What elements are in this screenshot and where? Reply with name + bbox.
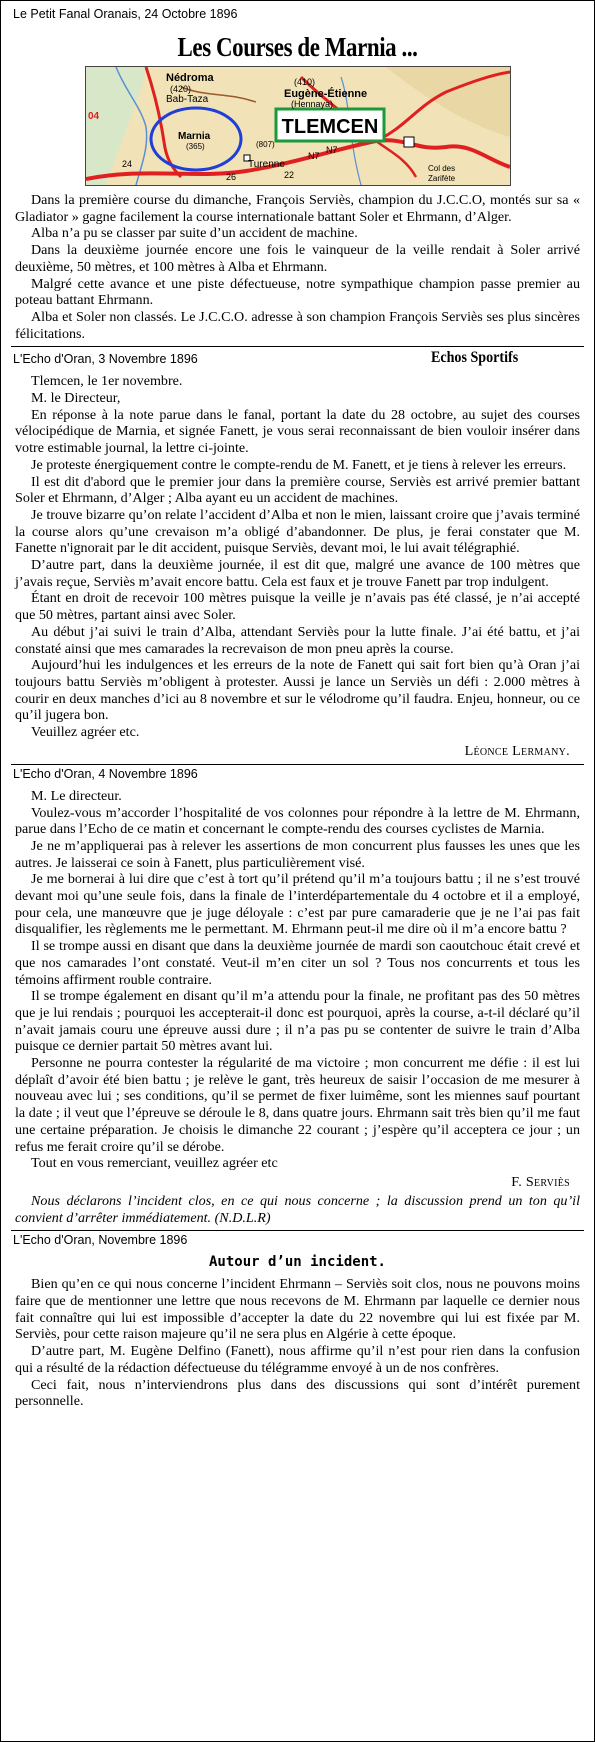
map-label-hennaya: (Hennaya) xyxy=(290,99,333,109)
article-header xyxy=(11,349,584,367)
map-label-410: (410) xyxy=(293,77,315,87)
paragraph: Alba et Soler non classés. Le J.C.C.O. adresse à son champion François Serviès ses plus sincères félicitations. xyxy=(15,308,580,342)
article-body xyxy=(15,1276,580,1410)
map-label-col-des: Col des xyxy=(427,164,455,173)
paragraph: Aujourd’hui les indulgences et les erreurs de la note de Fanett qui sait fort bien qu’à Oran j’ai toujours battu Serviès m’obligent à protester. Aussi je lance un Serviès un défi : 2.000 mètres à courir en deux manches d’ici au 8 novembre et sur le vélodrome qu’il faudra. Enjeu, honneur, ou ce qu’il jugera bon. xyxy=(15,657,580,724)
paragraph: Il est dit d'abord que le premier jour dans la première course, Serviès est arrivé premier battant Soler et Ehrmann, d’Alger ; Alba ayant eu un accident de machines. xyxy=(15,473,580,507)
article-echo-3-nov xyxy=(11,349,584,759)
article-body xyxy=(15,788,580,1172)
editor-note: Nous déclarons l’incident clos, en ce qui nous concerne ; la discussion prend un ton qu’il convient d’arrêter immédiatement. (N.D.L.R) xyxy=(15,1192,580,1226)
paragraph: Je me bornerai à lui dire que c’est à tort qu’il prétend qu’il m’a toujours battu ; il ne s’est trouvé devant moi qu’une seule fois, dans la finale de l’interdépartementale du 4 octobre et il a employé, pour cela, une manœuvre que je juge déloyale : c’est par pure camaraderie que je ne l’ai pas fait disqualifier, les règlements me le permettant. M. Ehrmann peut-il me dire où il m’a encore battu ? xyxy=(15,871,580,938)
paragraph: Voulez-vous m’accorder l’hospitalité de vos colonnes pour répondre à la lettre de M. Ehrmann, parue dans l’Echo de ce matin et concernant le compte-rendu des courses cyclistes de Marnia. xyxy=(15,804,580,838)
paragraph: Dans la deuxième journée encore une fois le vainqueur de la veille rendait à Soler arrivé deuxième, 50 mètres, et 100 mètres à Alba et Ehrmann. xyxy=(15,242,580,275)
paragraph: Dans la première course du dimanche, François Serviès, champion du J.C.C.O, montés sur sa « Gladiator » gagne facilement la course internationale battant Soler et Ehrmann, d’Alger. xyxy=(15,192,580,225)
signature: Léonce Lermany. xyxy=(464,742,570,759)
paragraph: Tout en vous remerciant, veuillez agréer etc xyxy=(31,1155,278,1172)
section-kicker: Echos Sportifs xyxy=(430,349,519,367)
paragraph: D’autre part, dans la deuxième journée, il est dit que, malgré une avance de 100 mètres que j’avais reçue, Serviès m’avait encore battu. Cela est faux et je trouve Fanett par trop indulgent. xyxy=(15,557,580,590)
article-echo-nov xyxy=(11,1233,584,1410)
map-label-04: 04 xyxy=(87,111,99,122)
paragraph: En réponse à la note parue dans le fanal, portant la date du 28 octobre, au sujet des courses vélocipédique de Marnia, et signée Fanett, je vous serai reconnaissant de bien vouloir insérer dans votre estimable journal, la lettre ci-jointe. xyxy=(15,406,580,457)
headline: Les Courses de Marnia ... xyxy=(177,32,418,62)
source-line: L'Echo d'Oran, 3 Novembre 1896 xyxy=(13,352,198,367)
paragraph: Je proteste énergiquement contre le compte-rendu de M. Fanett, et je tiens à relever les erreurs. xyxy=(31,456,567,473)
map-label-tlemcen: TLEMCEN xyxy=(281,116,378,138)
paragraph: Bien qu’en ce qui nous concerne l’incident Ehrmann – Serviès soit clos, nous ne pouvons moins faire que de mentionner une lettre que nous recevons de M. Ehrmann par laquelle ce dernier nous fait connaître qui lui est impossible d’accepter la date du 22 novembre qui lui est fixée par M. Serviès, pour cette raison majeure qu’il ne sera plus en Algérie à cette époque. xyxy=(15,1276,580,1343)
paragraph: M. le Directeur, xyxy=(31,390,121,407)
map-label-807: (807) xyxy=(255,140,275,149)
paragraph: Je trouve bizarre qu’on relate l’accident d’Alba et non le mien, laissant croire que j’avais terminé la course alors qu’une crevaison m’a obligé d’abandonner. De plus, je ferai constater que M. Fanette n'ignorait par le dit accident, puisque Serviès, devant moi, le lui avait télégraphié. xyxy=(15,506,580,557)
map-town-marker xyxy=(404,137,414,147)
paragraph: D’autre part, M. Eugène Delfino (Fanett), nous affirme qu’il n’est pour rien dans la confusion qui a résulté de la rédaction défectueuse du télégramme envoyé à un de nos confrères. xyxy=(15,1343,580,1376)
region-map xyxy=(85,66,511,186)
paragraph: Il se trompe aussi en disant que dans la deuxième journée de mardi son caoutchouc était crevé et que nos camarades l’ont constaté. Veut-il m’en citer un sol ? Tous nos concurrents et tous les témoins affirment rouble contraire. xyxy=(15,938,580,988)
paragraph: Alba n’a pu se classer par suite d’un accident de machine. xyxy=(31,225,358,242)
article-petit-fanal xyxy=(11,7,584,342)
divider xyxy=(11,764,584,765)
map-label-26: 26 xyxy=(225,172,236,182)
map-label-zarifete: Zarifète xyxy=(427,174,455,183)
paragraph: Veuillez agréer etc. xyxy=(31,724,140,741)
article-body xyxy=(15,373,580,740)
map-label-24: 24 xyxy=(121,159,132,169)
paragraph: Tlemcen, le 1er novembre. xyxy=(31,373,183,390)
map-label-bab-taza: Bab-Taza xyxy=(165,94,208,105)
article-echo-4-nov xyxy=(11,767,584,1227)
source-line: L'Echo d'Oran, Novembre 1896 xyxy=(13,1233,188,1248)
divider xyxy=(11,1230,584,1231)
map-label-nedroma: Nédroma xyxy=(165,72,214,84)
paragraph: Étant en droit de recevoir 100 mètres puisque la veille je n’avais pas été classé, je n’ai accepté que 50 mètres, partant ainsi avec Soler. xyxy=(15,590,580,624)
map-label-marnia-alt: (365) xyxy=(185,142,205,151)
divider xyxy=(11,346,584,347)
paragraph: Il se trompe également en disant qu’il m’a attendu pour la finale, ne profitant pas des 50 mètres que je lui rendais ; pourquoi les accepterait-il donc est pourquoi, après la course, a-t-il déclaré qu’il n’avait jamais couru une épreuve aussi dure ; il n’a pas pu se contenter de suivre le train d’Alba puisque ce dernier partait 50 mètres avant lui. xyxy=(15,988,580,1055)
map-label-marnia: Marnia xyxy=(177,131,210,142)
map-label-eugene-etienne: Eugène-Étienne xyxy=(283,88,367,100)
article-body xyxy=(15,192,580,342)
source-line: Le Petit Fanal Oranais, 24 Octobre 1896 xyxy=(13,7,238,21)
article-title: Autour d’un incident. xyxy=(208,1254,386,1271)
paragraph: Malgré cette avance et une piste défectueuse, notre sympathique champion passe premier au poteau battant Ehrmann. xyxy=(15,275,580,309)
map-label-turenne: Turenne xyxy=(247,159,285,170)
map-label-nedroma-alt: (420) xyxy=(169,84,191,94)
paragraph: Je ne m’appliquerai pas à relever les assertions de mon concurrent plus fausses les unes que les autres. Je laisserai ce soin à Fanett, plus particulièrement visé. xyxy=(15,837,580,871)
paragraph: Au début j’ai suivi le train d’Alba, attendant Serviès pour la lutte finale. J’ai été battu, et j’ai constaté ainsi que mes camarades la recrevaison de mon pneu après la course. xyxy=(15,623,580,657)
map-label-n7-b: N7 xyxy=(325,145,338,155)
paragraph: M. Le directeur. xyxy=(31,787,122,804)
source-line: L'Echo d'Oran, 4 Novembre 1896 xyxy=(13,766,198,781)
map-label-n7: N7 xyxy=(307,151,320,161)
paragraph: Ceci fait, nous n’interviendrons plus dans des discussions qui sont d’intérêt purement personnelle. xyxy=(15,1376,580,1410)
paragraph: Personne ne pourra contester la régularité de ma victoire ; mon concurrent me défie : il est lui déplaît d’avoir été bien battu ; je relève le gant, très heureux de saisir l’occasion de me mesurer à nouveau avec lui ; ses conditions, qu’il se permet de fixer luimême, sont les miennes sauf pourtant la date ; il veut que l’épreuve se déroule le 8, dans quatre jours. Ehrmann sait très bien qu’il me faut une certaine préparation. Je choisis le dimanche 22 courant ; j’espère qu’il acceptera ce jour ; un refus me ferait croire qu’il se dérobe. xyxy=(15,1055,580,1155)
map-label-22: 22 xyxy=(283,170,294,180)
signature: F. Serviès xyxy=(511,1173,570,1190)
